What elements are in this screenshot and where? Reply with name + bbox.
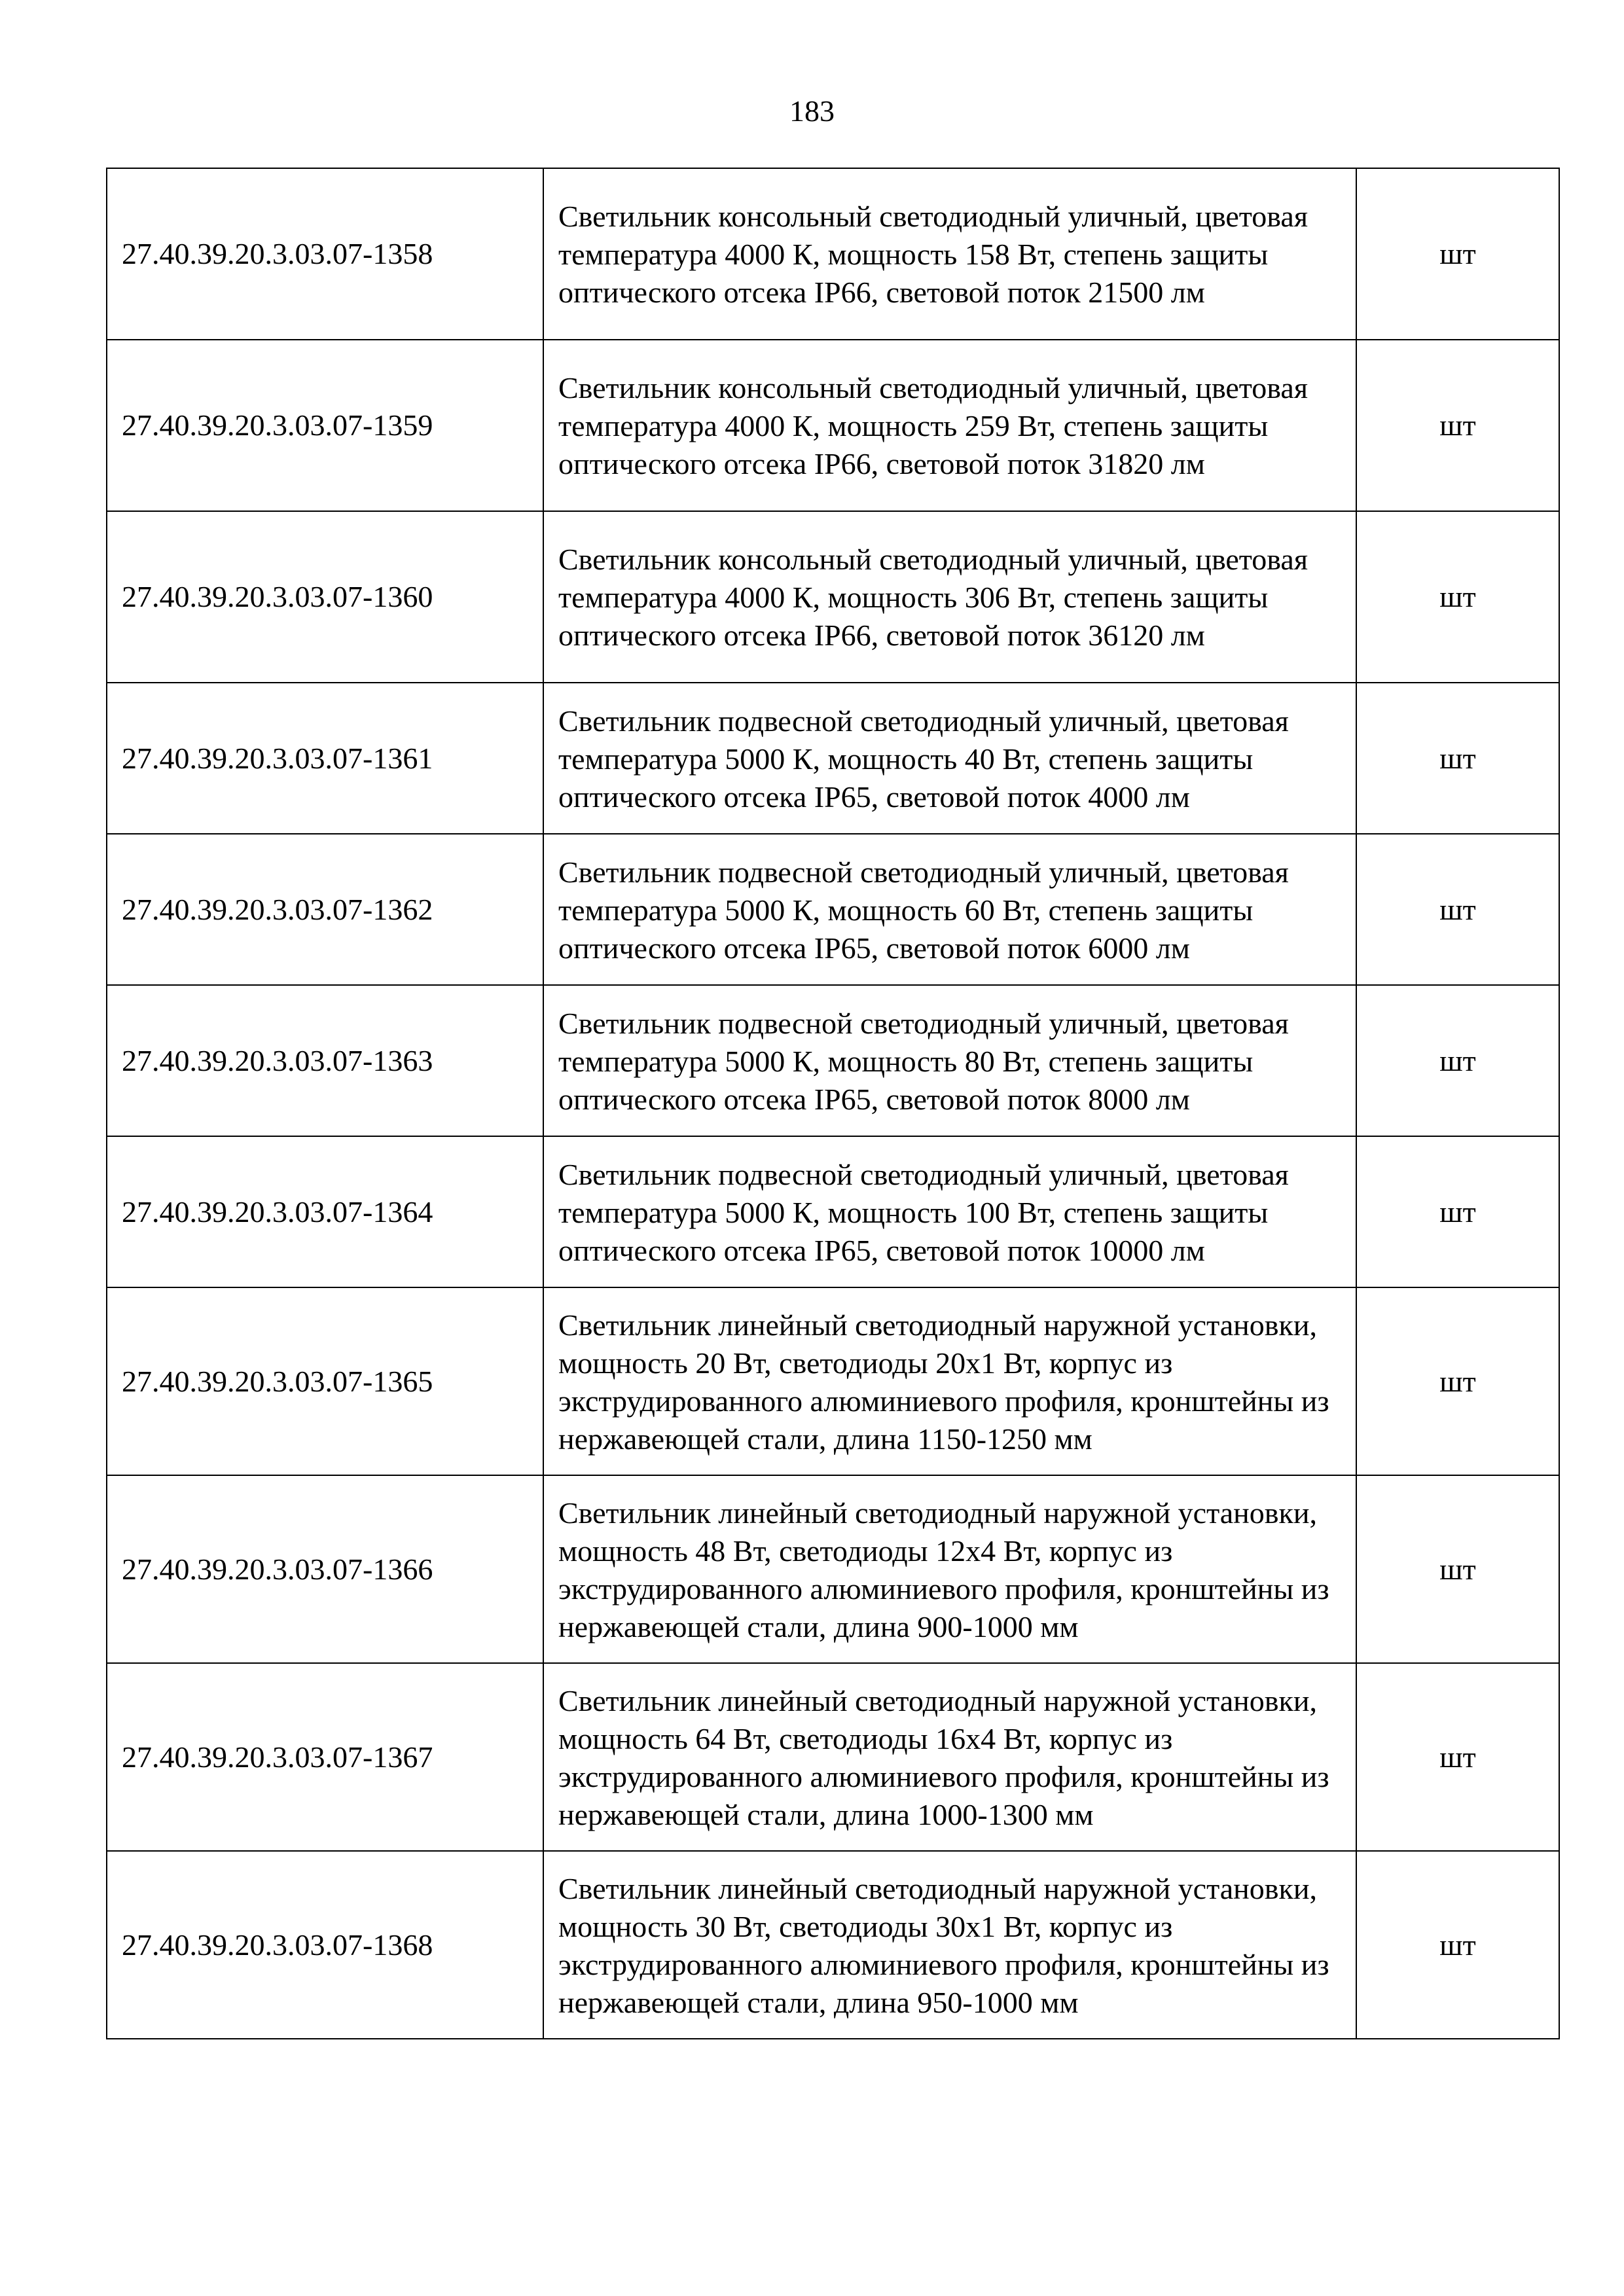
item-code: 27.40.39.20.3.03.07-1363 xyxy=(107,985,543,1136)
item-description: Светильник подвесной светодиодный уличный, цветовая температура 5000 К, мощность 80 Вт, степень защиты оптического отсека IP65, световой поток 8000 лм xyxy=(543,985,1356,1136)
item-unit: шт xyxy=(1356,1851,1559,2039)
item-unit: шт xyxy=(1356,340,1559,511)
item-unit: шт xyxy=(1356,834,1559,985)
item-unit: шт xyxy=(1356,168,1559,340)
table-row xyxy=(107,834,1559,985)
item-unit: шт xyxy=(1356,985,1559,1136)
item-description: Светильник подвесной светодиодный уличный, цветовая температура 5000 К, мощность 40 Вт, степень защиты оптического отсека IP65, световой поток 4000 лм xyxy=(543,683,1356,834)
table-row xyxy=(107,1287,1559,1475)
item-unit: шт xyxy=(1356,511,1559,683)
item-description: Светильник линейный светодиодный наружной установки, мощность 48 Вт, светодиоды 12x4 Вт, корпус из экструдированного алюминиевого профиля, кронштейны из нержавеющей стали, длина 900-1000 мм xyxy=(543,1475,1356,1663)
table-row xyxy=(107,683,1559,834)
page-number: 183 xyxy=(789,94,835,128)
item-description: Светильник линейный светодиодный наружной установки, мощность 64 Вт, светодиоды 16x4 Вт, корпус из экструдированного алюминиевого профиля, кронштейны из нержавеющей стали, длина 1000-1300 мм xyxy=(543,1663,1356,1851)
item-description: Светильник консольный светодиодный уличный, цветовая температура 4000 К, мощность 158 Вт, степень защиты оптического отсека IP66, световой поток 21500 лм xyxy=(543,168,1356,340)
item-description: Светильник консольный светодиодный уличный, цветовая температура 4000 К, мощность 306 Вт, степень защиты оптического отсека IP66, световой поток 36120 лм xyxy=(543,511,1356,683)
item-description: Светильник линейный светодиодный наружной установки, мощность 20 Вт, светодиоды 20x1 Вт, корпус из экструдированного алюминиевого профиля, кронштейны из нержавеющей стали, длина 1150-1250 мм xyxy=(543,1287,1356,1475)
item-code: 27.40.39.20.3.03.07-1362 xyxy=(107,834,543,985)
table-row xyxy=(107,168,1559,340)
item-unit: шт xyxy=(1356,1663,1559,1851)
item-code: 27.40.39.20.3.03.07-1361 xyxy=(107,683,543,834)
item-code: 27.40.39.20.3.03.07-1365 xyxy=(107,1287,543,1475)
item-code: 27.40.39.20.3.03.07-1358 xyxy=(107,168,543,340)
item-code: 27.40.39.20.3.03.07-1360 xyxy=(107,511,543,683)
table-row xyxy=(107,1475,1559,1663)
table-row xyxy=(107,1136,1559,1287)
table-row xyxy=(107,511,1559,683)
item-unit: шт xyxy=(1356,1136,1559,1287)
item-description: Светильник консольный светодиодный уличный, цветовая температура 4000 К, мощность 259 Вт, степень защиты оптического отсека IP66, световой поток 31820 лм xyxy=(543,340,1356,511)
item-unit: шт xyxy=(1356,1475,1559,1663)
item-description: Светильник подвесной светодиодный уличный, цветовая температура 5000 К, мощность 60 Вт, степень защиты оптического отсека IP65, световой поток 6000 лм xyxy=(543,834,1356,985)
table-row xyxy=(107,985,1559,1136)
item-description: Светильник линейный светодиодный наружной установки, мощность 30 Вт, светодиоды 30x1 Вт, корпус из экструдированного алюминиевого профиля, кронштейны из нержавеющей стали, длина 950-1000 мм xyxy=(543,1851,1356,2039)
item-code: 27.40.39.20.3.03.07-1368 xyxy=(107,1851,543,2039)
item-unit: шт xyxy=(1356,683,1559,834)
item-code: 27.40.39.20.3.03.07-1364 xyxy=(107,1136,543,1287)
table-row xyxy=(107,1851,1559,2039)
materials-table xyxy=(106,168,1560,2039)
item-description: Светильник подвесной светодиодный уличный, цветовая температура 5000 К, мощность 100 Вт, степень защиты оптического отсека IP65, световой поток 10000 лм xyxy=(543,1136,1356,1287)
table-row xyxy=(107,340,1559,511)
item-code: 27.40.39.20.3.03.07-1366 xyxy=(107,1475,543,1663)
item-unit: шт xyxy=(1356,1287,1559,1475)
table-row xyxy=(107,1663,1559,1851)
item-code: 27.40.39.20.3.03.07-1367 xyxy=(107,1663,543,1851)
item-code: 27.40.39.20.3.03.07-1359 xyxy=(107,340,543,511)
